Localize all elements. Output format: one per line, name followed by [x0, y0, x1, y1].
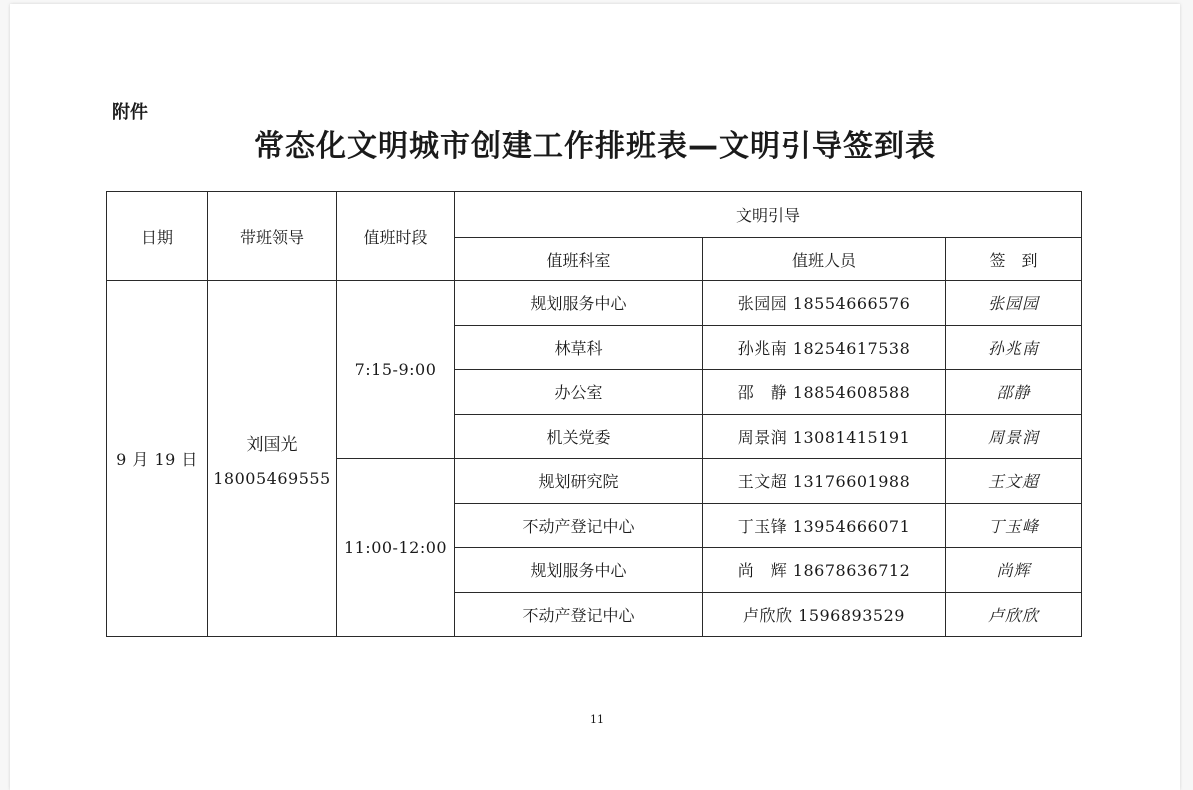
header-dept: 值班科室 [455, 238, 703, 281]
dept-cell: 办公室 [455, 370, 703, 415]
signature-cell: 周景润 [946, 414, 1082, 459]
dept-cell: 规划服务中心 [455, 548, 703, 593]
signature-cell: 丁玉峰 [946, 503, 1082, 548]
dept-cell: 不动产登记中心 [455, 503, 703, 548]
staff-cell: 邵 静 18854608588 [703, 370, 946, 415]
period-cell: 11:00-12:00 [337, 459, 455, 637]
dept-cell: 不动产登记中心 [455, 592, 703, 637]
staff-cell: 周景润 13081415191 [703, 414, 946, 459]
dept-cell: 规划服务中心 [455, 281, 703, 326]
signature-cell: 邵静 [946, 370, 1082, 415]
page-title: 常态化文明城市创建工作排班表—文明引导签到表 [254, 129, 936, 164]
signature-cell: 卢欣欣 [946, 592, 1082, 637]
dept-cell: 规划研究院 [455, 459, 703, 504]
signature-cell: 孙兆南 [946, 325, 1082, 370]
staff-cell: 尚 辉 18678636712 [703, 548, 946, 593]
signature-cell: 张园园 [946, 281, 1082, 326]
date-cell: 9 月 19 日 [107, 281, 208, 637]
leader-phone: 18005469555 [213, 468, 331, 488]
period-cell: 7:15-9:00 [337, 281, 455, 459]
schedule-table [106, 191, 1082, 637]
signature-cell: 尚辉 [946, 548, 1082, 593]
header-staff: 值班人员 [703, 238, 946, 281]
staff-cell: 王文超 13176601988 [703, 459, 946, 504]
leader-cell [208, 281, 337, 637]
attachment-label: 附件 [112, 102, 148, 123]
leader-name: 刘国光 [246, 434, 298, 455]
header-sign: 签 到 [946, 238, 1082, 281]
header-leader: 带班领导 [208, 192, 337, 281]
document-page [10, 4, 1180, 790]
dept-cell: 机关党委 [455, 414, 703, 459]
signature-cell: 王文超 [946, 459, 1082, 504]
staff-cell: 张园园 18554666576 [703, 281, 946, 326]
header-date: 日期 [107, 192, 208, 281]
header-period: 值班时段 [337, 192, 455, 281]
dept-cell: 林草科 [455, 325, 703, 370]
staff-cell: 丁玉锋 13954666071 [703, 503, 946, 548]
header-group: 文明引导 [455, 192, 1082, 238]
staff-cell: 卢欣欣 1596893529 [703, 592, 946, 637]
staff-cell: 孙兆南 18254617538 [703, 325, 946, 370]
page-number: 11 [590, 713, 604, 726]
